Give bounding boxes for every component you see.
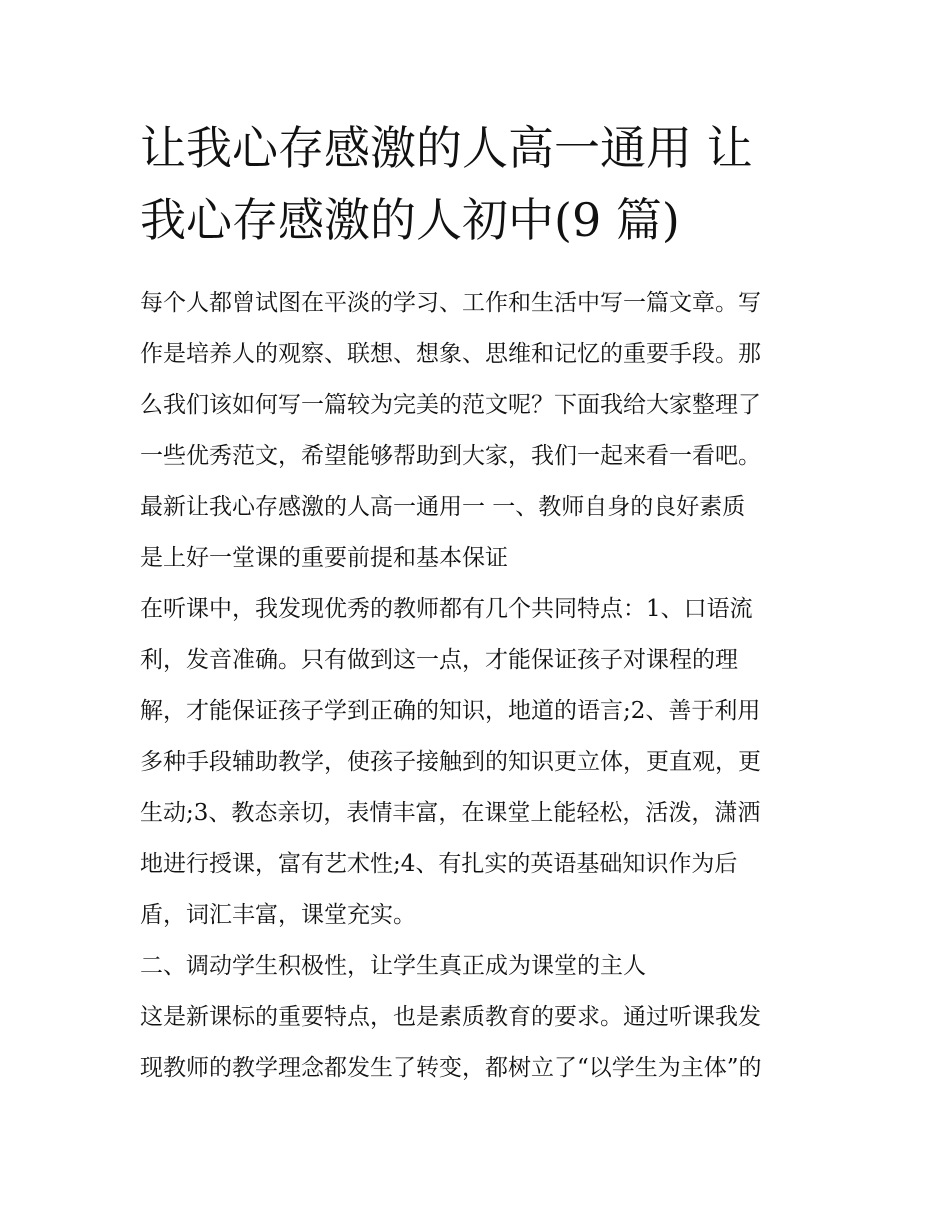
body-line: 多种手段辅助教学，使孩子接触到的知识更立体，更直观，更 [140, 749, 761, 775]
body-line: 每个人都曾试图在平淡的学习、工作和生活中写一篇文章。写 [140, 290, 761, 316]
body-line: 在听课中，我发现优秀的教师都有几个共同特点：1、口语流 [140, 596, 753, 622]
body-line: 生动;3、教态亲切，表情丰富，在课堂上能轻松，活泼，潇洒 [140, 800, 761, 826]
body-line: 作是培养人的观察、联想、想象、思维和记忆的重要手段。那 [140, 341, 761, 367]
body-line: 这是新课标的重要特点，也是素质教育的要求。通过听课我发 [140, 1004, 761, 1030]
document-body [140, 278, 830, 1094]
document-title [140, 112, 820, 256]
body-line: 么我们该如何写一篇较为完美的范文呢？下面我给大家整理了 [140, 392, 761, 418]
body-line: 是上好一堂课的重要前提和基本保证 [140, 545, 508, 571]
body-line: 盾，词汇丰富，课堂充实。 [140, 902, 416, 928]
title-line: 我心存感激的人初中(9 篇) [140, 193, 680, 247]
body-line: 利，发音准确。只有做到这一点，才能保证孩子对课程的理 [140, 647, 738, 673]
body-line: 一些优秀范文，希望能够帮助到大家，我们一起来看一看吧。 [140, 443, 761, 469]
body-line: 现教师的教学理念都发生了转变，都树立了“以学生为主体”的 [140, 1055, 762, 1081]
body-line: 解，才能保证孩子学到正确的知识，地道的语言;2、善于利用 [140, 698, 761, 724]
section-heading: 二、调动学生积极性，让学生真正成为课堂的主人 [140, 953, 646, 979]
title-line: 让我心存感激的人高一通用 让 [140, 121, 753, 175]
body-line: 地进行授课，富有艺术性;4、有扎实的英语基础知识作为后 [140, 851, 738, 877]
body-line: 最新让我心存感激的人高一通用一 一、教师自身的良好素质 [140, 494, 746, 520]
